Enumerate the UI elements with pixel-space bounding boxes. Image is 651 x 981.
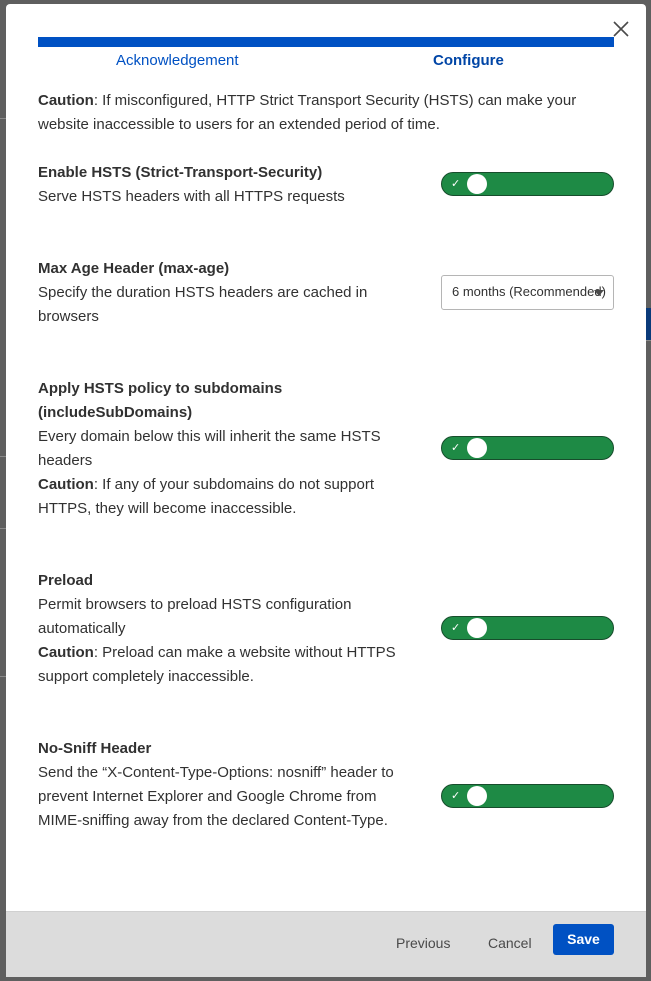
- nosniff-description: Send the “X-Content-Type-Options: nosniff” header to prevent Internet Explorer and Google Chrome from MIME-sniffing away from the declared Content-Type.: [38, 764, 394, 829]
- check-icon: ✓: [451, 442, 461, 454]
- nosniff-toggle[interactable]: [441, 784, 614, 808]
- caution-label: Caution: [38, 644, 94, 661]
- toggle-knob: [467, 618, 487, 638]
- subdomains-title: Apply HSTS policy to subdomains (includeSubDomains): [38, 380, 283, 421]
- subdomains-toggle[interactable]: [441, 436, 614, 460]
- caution-text: : If misconfigured, HTTP Strict Transport Security (HSTS) can make your website inaccessible to users for an extended period of time.: [38, 92, 577, 133]
- max-age-title: Max Age Header (max-age): [38, 260, 230, 277]
- max-age-description: Specify the duration HSTS headers are cached in browsers: [38, 284, 368, 325]
- nosniff-title: No-Sniff Header: [38, 740, 152, 757]
- caution-text: : Preload can make a website without HTTPS support completely inaccessible.: [38, 644, 396, 685]
- hsts-toggle[interactable]: [441, 172, 614, 196]
- caution-text: : If any of your subdomains do not support HTTPS, they will become inaccessible.: [38, 476, 374, 517]
- hsts-caution-notice: [38, 89, 618, 137]
- subdomains-caution: [38, 473, 410, 521]
- subdomains-description: Every domain below this will inherit the same HSTS headers: [38, 428, 381, 469]
- chevron-down-icon: [594, 290, 604, 296]
- step-configure: Configure: [433, 52, 504, 69]
- hsts-configure-dialog: [6, 4, 646, 977]
- check-icon: ✓: [451, 622, 461, 634]
- caution-label: Caution: [38, 92, 94, 109]
- max-age-select[interactable]: [441, 275, 614, 310]
- hsts-description: Serve HSTS headers with all HTTPS requests: [38, 188, 345, 205]
- previous-button[interactable]: Previous: [396, 935, 451, 951]
- toggle-knob: [467, 786, 487, 806]
- preload-title: Preload: [38, 572, 94, 589]
- caution-label: Caution: [38, 476, 94, 493]
- wizard-progress-bar: [38, 37, 614, 47]
- preload-description: Permit browsers to preload HSTS configuration automatically: [38, 596, 352, 637]
- dialog-footer: [6, 911, 646, 977]
- check-icon: ✓: [451, 790, 461, 802]
- max-age-selected-value: 6 months (Recommended): [452, 284, 606, 299]
- toggle-knob: [467, 174, 487, 194]
- cancel-button[interactable]: Cancel: [488, 935, 532, 951]
- hsts-title: Enable HSTS (Strict-Transport-Security): [38, 164, 323, 181]
- step-acknowledgement[interactable]: Acknowledgement: [116, 52, 239, 69]
- toggle-knob: [467, 438, 487, 458]
- preload-toggle[interactable]: [441, 616, 614, 640]
- save-button[interactable]: Save: [553, 924, 614, 955]
- preload-caution: [38, 641, 418, 689]
- check-icon: ✓: [451, 178, 461, 190]
